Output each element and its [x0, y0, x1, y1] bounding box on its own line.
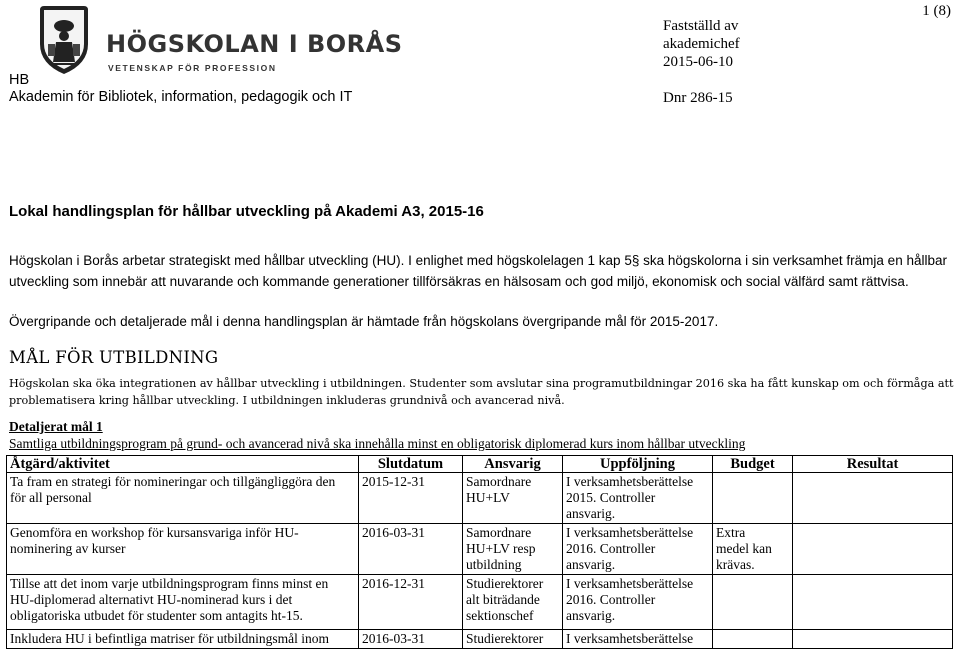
detailed-goal — [9, 418, 745, 452]
crest-icon — [32, 4, 96, 76]
goal-text: Samtliga utbildningsprogram på grund- och avancerad nivå ska innehålla minst en obligatorisk diplomerad kurs inom hållbar utveckling — [9, 436, 746, 451]
goal-label: Detaljerat mål 1 — [9, 419, 103, 434]
document-title: Lokal handlingsplan för hållbar utveckling på Akademi A3, 2015-16 — [9, 203, 484, 220]
page-number: 1 (8) — [922, 3, 951, 19]
column-header-followup: Uppföljning — [563, 456, 713, 473]
table-row — [7, 575, 953, 630]
budget-cell — [713, 473, 793, 524]
status-line-2: akademichef — [663, 36, 740, 52]
end-date-cell: 2016-12-31 — [359, 575, 463, 630]
result-cell — [793, 630, 953, 649]
table-row — [7, 473, 953, 524]
intro-paragraph: Högskolan i Borås arbetar strategiskt med hållbar utveckling (HU). I enlighet med högskolelagen 1 kap 5§ ska högskolorna i sin verksamhet främja en hållbar utveckling som innebär att nuvarande och kommande generationer tillförsäkras en hälsosam och god miljö, ekonomisk och social välfärd samt rättvisa. — [9, 253, 947, 289]
activity-cell: Genomföra en workshop för kursansvariga inför HU- nominering av kurser — [7, 524, 359, 575]
university-logo — [28, 4, 403, 76]
responsible-cell: Samordnare HU+LV resp utbildning — [463, 524, 563, 575]
table-header-row — [7, 456, 953, 473]
status-line-1: Fastställd av — [663, 18, 739, 34]
document-date: 2015-06-10 — [663, 54, 733, 70]
column-header-end-date: Slutdatum — [359, 456, 463, 473]
logo-name: HÖGSKOLAN I BORÅS — [106, 30, 403, 58]
column-header-activity: Åtgärd/aktivitet — [7, 456, 359, 473]
activity-cell: Tillse att det inom varje utbildningsprogram finns minst en HU-diplomerad alternativt HU-nominerad kurs i det obligatoriska utbudet för studenter som antagits ht-15. — [7, 575, 359, 630]
activity-cell: Inkludera HU i befintliga matriser för utbildningsmål inom — [7, 630, 359, 649]
result-cell — [793, 575, 953, 630]
end-date-cell: 2015-12-31 — [359, 473, 463, 524]
section-paragraph: Högskolan ska öka integrationen av hållbar utveckling i utbildningen. Studenter som avslutar sina programutbildningar 2016 ska ha fått kunskap om och förmåga att problematisera kring hållbar utveckling. I utbildningen inkluderas grundnivå och avancerad nivå. — [9, 377, 954, 407]
column-header-responsible: Ansvarig — [463, 456, 563, 473]
table-row — [7, 630, 953, 649]
followup-cell: I verksamhetsberättelse 2016. Controller ansvarig. — [563, 575, 713, 630]
responsible-cell: Samordnare HU+LV — [463, 473, 563, 524]
department-name: Akademin för Bibliotek, information, pedagogik och IT — [9, 89, 353, 105]
result-cell — [793, 524, 953, 575]
goals-source-paragraph: Övergripande och detaljerade mål i denna handlingsplan är hämtade från högskolans övergripande mål för 2015-2017. — [9, 314, 719, 329]
result-cell — [793, 473, 953, 524]
table-row — [7, 524, 953, 575]
responsible-cell: Studierektorer alt biträdande sektionschef — [463, 575, 563, 630]
org-short-name: HB — [9, 72, 30, 88]
followup-cell: I verksamhetsberättelse 2016. Controller ansvarig. — [563, 524, 713, 575]
budget-cell — [713, 575, 793, 630]
action-plan-table — [6, 455, 953, 649]
document-number: Dnr 286-15 — [663, 90, 733, 106]
activity-cell: Ta fram en strategi för nomineringar och tillgängliggöra den för all personal — [7, 473, 359, 524]
section-heading: MÅL FÖR UTBILDNING — [9, 348, 219, 367]
column-header-result: Resultat — [793, 456, 953, 473]
end-date-cell: 2016-03-31 — [359, 524, 463, 575]
budget-cell: Extra medel kan krävas. — [713, 524, 793, 575]
responsible-cell: Studierektorer — [463, 630, 563, 649]
followup-cell: I verksamhetsberättelse 2015. Controller ansvarig. — [563, 473, 713, 524]
end-date-cell: 2016-03-31 — [359, 630, 463, 649]
followup-cell: I verksamhetsberättelse — [563, 630, 713, 649]
column-header-budget: Budget — [713, 456, 793, 473]
budget-cell — [713, 630, 793, 649]
logo-tagline: VETENSKAP FÖR PROFESSION — [108, 63, 277, 73]
